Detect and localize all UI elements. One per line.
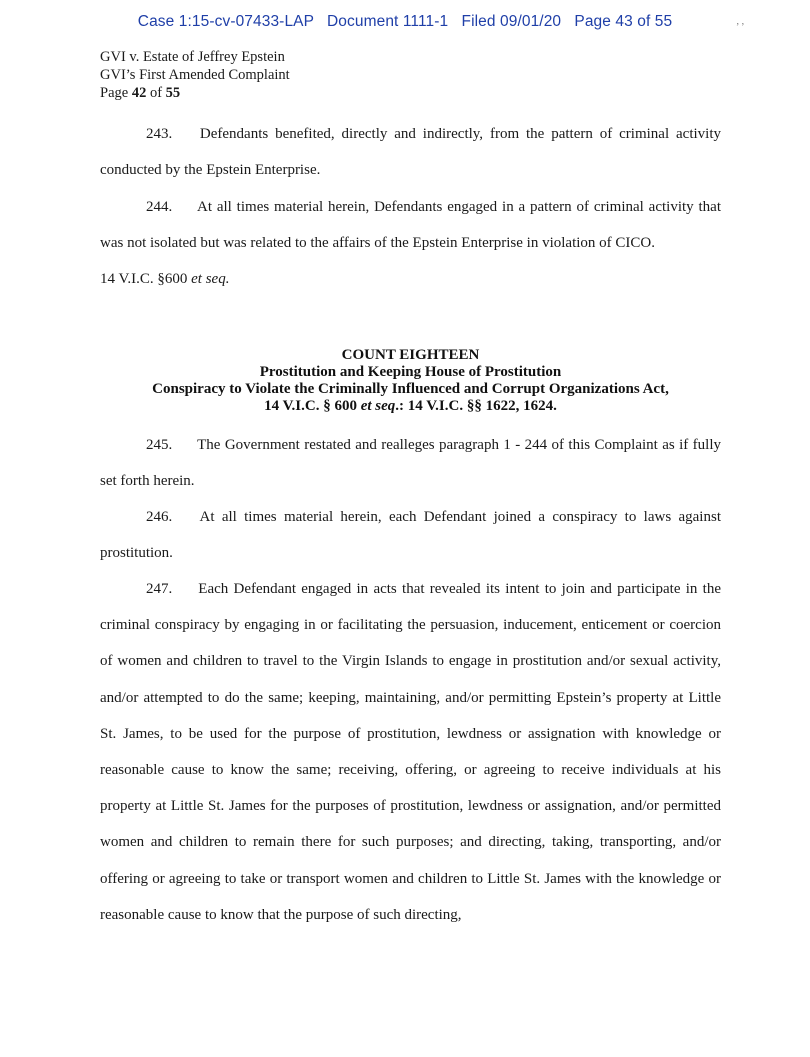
paragraph-244: 244. At all times material herein, Defendants engaged in a pattern of criminal activity that was not isolated but was related to the affairs of the Epstein Enterprise in violation of CICO. 14 V.I.C. §600 et seq. [100, 199, 721, 288]
caption-case-title: GVI v. Estate of Jeffrey Epstein [100, 49, 285, 65]
paragraph-243: 243. Defendants benefited, directly and indirectly, from the pattern of criminal activity conducted by the Epstein Enterprise. [100, 126, 722, 179]
count-subtitle: Prostitution and Keeping House of Prostitution [259, 364, 562, 380]
statute-citation: 14 V.I.C. §600 [100, 271, 192, 288]
caption-page-number: Page 42 of 55 [100, 85, 181, 101]
paragraph-247: 247. Each Defendant engaged in acts that revealed its intent to join and participate in the criminal conspiracy by engaging in or facilitating the persuasion, inducement, enticement or coercion of women and children to travel to the Virgin Islands to engage in prostitution and/or sexual activity, and/or attempted to do the same; keeping, maintaining, and/or permitting Epstein’s property at Little St. James, to be used for the purpose of prostitution, lewdness or assignation with knowledge or reasonable cause to know the same; receiving, offering, or agreeing to receive individuals at his property at Little St. James for the purposes of prostitution, lewdness or assignation, and/or permitted women and children to remain there for such purposes; and directing, taking, transporting, and/or offering or agreeing to take or transport women and children to Little St. James with the knowledge or reasonable cause to know that the purpose of such directing, [100, 581, 722, 923]
document-number: Document 1111-1 [327, 13, 449, 30]
paragraph-245: 245. The Government restated and realleges paragraph 1 - 244 of this Complaint as if fully set forth herein. [100, 437, 721, 490]
paragraph-246: 246. At all times material herein, each Defendant joined a conspiracy to laws against prostitution. [100, 509, 721, 562]
caption-document-title: GVI’s First Amended Complaint [100, 67, 290, 83]
count-citation-line: 14 V.I.C. § 600 et seq.: 14 V.I.C. §§ 1622, 1624. [264, 398, 557, 414]
count-heading [100, 347, 721, 415]
count-statute-line: Conspiracy to Violate the Criminally Influenced and Corrupt Organizations Act, [152, 381, 669, 397]
count-title: COUNT EIGHTEEN [341, 347, 480, 363]
filed-date: Filed 09/01/20 [461, 13, 562, 30]
stamp-page-number: Page 43 of 55 [574, 13, 673, 30]
case-number: Case 1:15-cv-07433-LAP [137, 13, 314, 30]
court-filing-stamp [0, 13, 810, 31]
document-caption [100, 48, 290, 102]
scan-marks: ’ ’ [736, 22, 745, 33]
